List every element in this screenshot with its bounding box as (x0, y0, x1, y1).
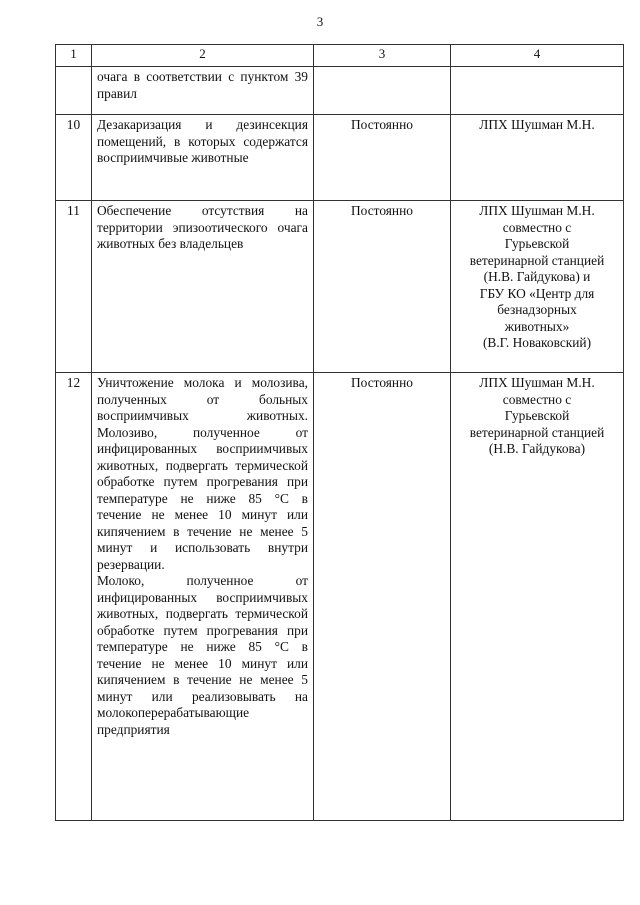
table-header-row (56, 45, 624, 67)
responsible-line: Гурьевской (504, 236, 570, 251)
responsible-line: ЛПХ Шушман М.Н. (479, 375, 595, 390)
table-row (56, 201, 624, 373)
responsible-line: безнадзорных (497, 302, 577, 317)
action-text: Уничтожение молока и молозива, полученных от больных восприимчивых животных. Молозиво, полученное от инфицированных восприимчивых животных, подвергать термической обработке путем прогревания при температуре не ниже 85 °С в течение не менее 10 минут или кипячением в течение не менее 5 минут и использовать внутри резервации. (97, 375, 308, 572)
action-text: очага в соответствии с пунктом 39 правил (97, 69, 308, 101)
responsible-cell (451, 201, 624, 373)
responsible-line: (В.Г. Новаковский) (482, 335, 592, 350)
responsible-cell (451, 373, 624, 821)
row-number (56, 67, 92, 115)
measures-table (55, 44, 624, 821)
row-number: 12 (56, 373, 92, 821)
header-cell-2: 2 (92, 45, 314, 67)
responsible-line: ветеринарной станцией (469, 424, 605, 440)
term-cell (314, 67, 451, 115)
responsible-line: совместно с (502, 391, 572, 407)
row-number: 10 (56, 115, 92, 201)
responsible-line: (Н.В. Гайдукова) (488, 441, 586, 456)
action-cell (92, 67, 314, 115)
responsible-line: животных» (504, 318, 570, 334)
header-cell-3: 3 (314, 45, 451, 67)
term-cell: Постоянно (314, 115, 451, 201)
table-row (56, 115, 624, 201)
table-row (56, 373, 624, 821)
header-cell-4: 4 (451, 45, 624, 67)
responsible-line: ветеринарной станцией (469, 252, 605, 268)
term-cell: Постоянно (314, 373, 451, 821)
header-cell-1: 1 (56, 45, 92, 67)
action-cell (92, 115, 314, 201)
responsible-line: ЛПХ Шушман М.Н. (479, 203, 595, 218)
responsible-line: Гурьевской (504, 408, 570, 423)
responsible-line: ГБУ КО «Центр для (479, 285, 595, 301)
responsible-cell (451, 115, 624, 201)
responsible-line: ЛПХ Шушман М.Н. (479, 117, 595, 132)
term-cell: Постоянно (314, 201, 451, 373)
action-cell (92, 373, 314, 821)
responsible-line: совместно с (502, 219, 572, 235)
table-row (56, 67, 624, 115)
action-text: Дезакаризация и дезинсекция помещений, в которых содержатся восприимчивые животные (97, 117, 308, 165)
action-text: Обеспечение отсутствия на территории эпизоотического очага животных без владельцев (97, 203, 308, 251)
action-text: Молоко, полученное от инфицированных восприимчивых животных, подвергать термической обработке путем прогревания при температуре не ниже 85 °С в течение не менее 10 минут или кипячением в течение не менее 5 минут или реализовывать на молокоперерабатывающие предприятия (97, 573, 308, 737)
responsible-cell (451, 67, 624, 115)
action-cell (92, 201, 314, 373)
page-number: 3 (316, 14, 324, 29)
row-number: 11 (56, 201, 92, 373)
responsible-line: (Н.В. Гайдукова) и (483, 269, 591, 284)
